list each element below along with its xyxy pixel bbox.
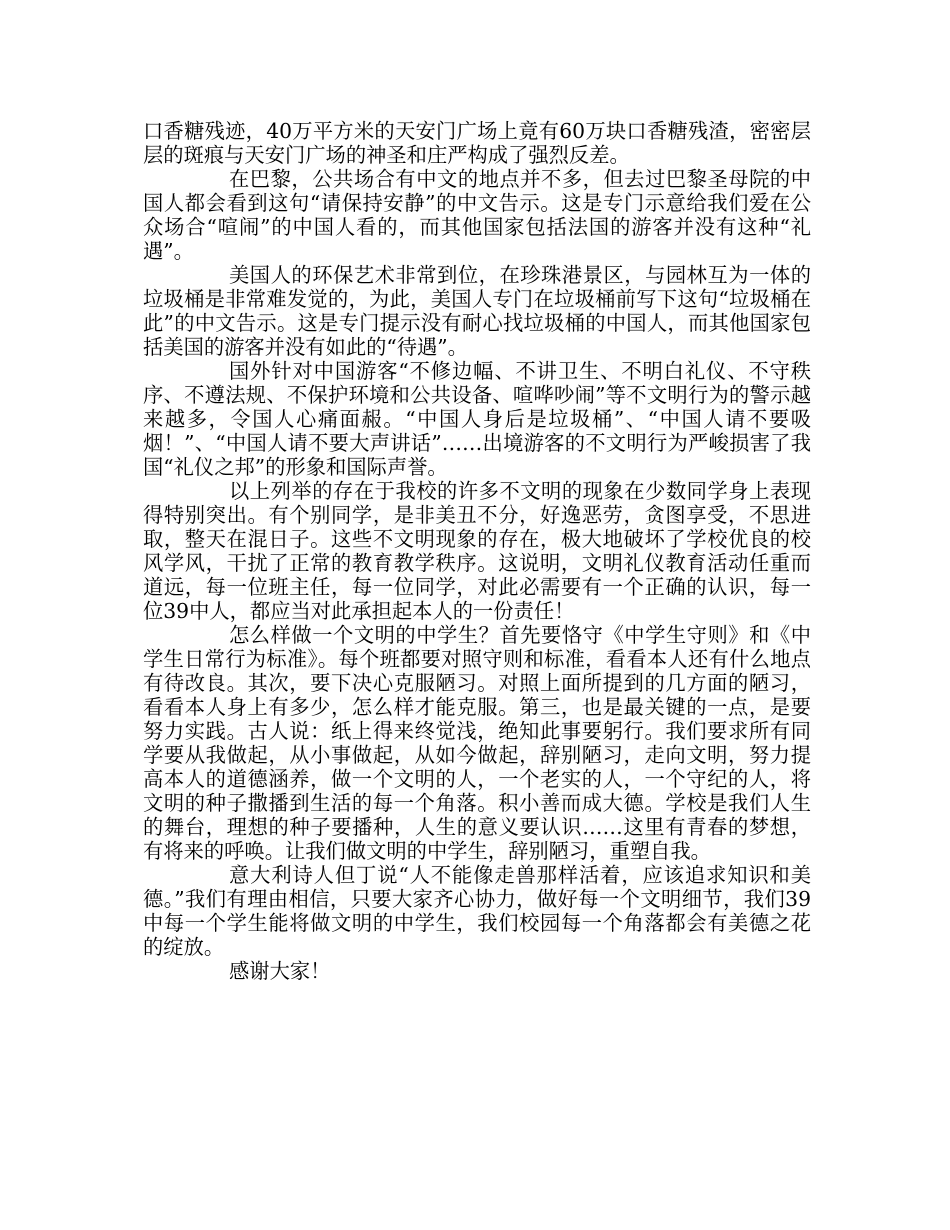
paragraph-dante-quote: 意大利诗人但丁说“人不能像走兽那样活着，应该追求知识和美德。”我们有理由相信，只要大家齐心协力，做好每一个文明细节，我们39中每一个学生能将做文明的中学生，我们校园每一个角落都会有美德之花的绽放。 [143,863,811,959]
paragraph-continuation: 口香糖残迹，40万平方米的天安门广场上竟有60万块口香糖残渣，密密层层的斑痕与天安门广场的神圣和庄严构成了强烈反差。 [143,119,811,167]
paragraph-school-phenomena: 以上列举的存在于我校的许多不文明的现象在少数同学身上表现得特别突出。有个别同学，是非美丑不分，好逸恶劳，贪图享受，不思进取，整天在混日子。这些不文明现象的存在，极大地破坏了学校优良的校风学风，干扰了正常的教育教学秩序。这说明，文明礼仪教育活动任重而道远，每一位班主任，每一位同学，对此必需要有一个正确的认识，每一位39中人，都应当对此承担起本人的一份责任！ [143,479,811,623]
paragraph-overseas-warnings: 国外针对中国游客“不修边幅、不讲卫生、不明白礼仪、不守秩序、不遵法规、不保护环境和公共设备、喧哗吵闹”等不文明行为的警示越来越多，令国人心痛面赧。“中国人身后是垃圾桶”、“中国人请不要吸烟！”、“中国人请不要大声讲话”……出境游客的不文明行为严峻损害了我国“礼仪之邦”的形象和国际声誉。 [143,359,811,479]
paragraph-how-to-be-civilized: 怎么样做一个文明的中学生？首先要恪守《中学生守则》和《中学生日常行为标准》。每个班都要对照守则和标准，看看本人还有什么地点有待改良。其次，要下决心克服陋习。对照上面所提到的几方面的陋习，看看本人身上有多少，怎么样才能克服。第三，也是最关键的一点，是要努力实践。古人说：纸上得来终觉浅，绝知此事要躬行。我们要求所有同学要从我做起，从小事做起，从如今做起，辞别陋习，走向文明，努力提高本人的道德涵养，做一个文明的人，一个老实的人，一个守纪的人，将文明的种子撒播到生活的每一个角落。积小善而成大德。学校是我们人生的舞台，理想的种子要播种，人生的意义要认识……这里有青春的梦想，有将来的呼唤。让我们做文明的中学生，辞别陋习，重塑自我。 [143,623,811,863]
paragraph-paris-notice: 在巴黎，公共场合有中文的地点并不多，但去过巴黎圣母院的中国人都会看到这句“请保持安静”的中文告示。这是专门示意给我们爱在公众场合“喧闹”的中国人看的，而其他国家包括法国的游客并没有这种“礼遇”。 [143,167,811,263]
paragraph-pearl-harbor-notice: 美国人的环保艺术非常到位，在珍珠港景区，与园林互为一体的垃圾桶是非常难发觉的，为此，美国人专门在垃圾桶前写下这句“垃圾桶在此”的中文告示。这是专门提示没有耐心找垃圾桶的中国人，而其他国家包括美国的游客并没有如此的“待遇”。 [143,263,811,359]
document-body [143,119,811,983]
paragraph-thanks: 感谢大家！ [229,959,331,983]
